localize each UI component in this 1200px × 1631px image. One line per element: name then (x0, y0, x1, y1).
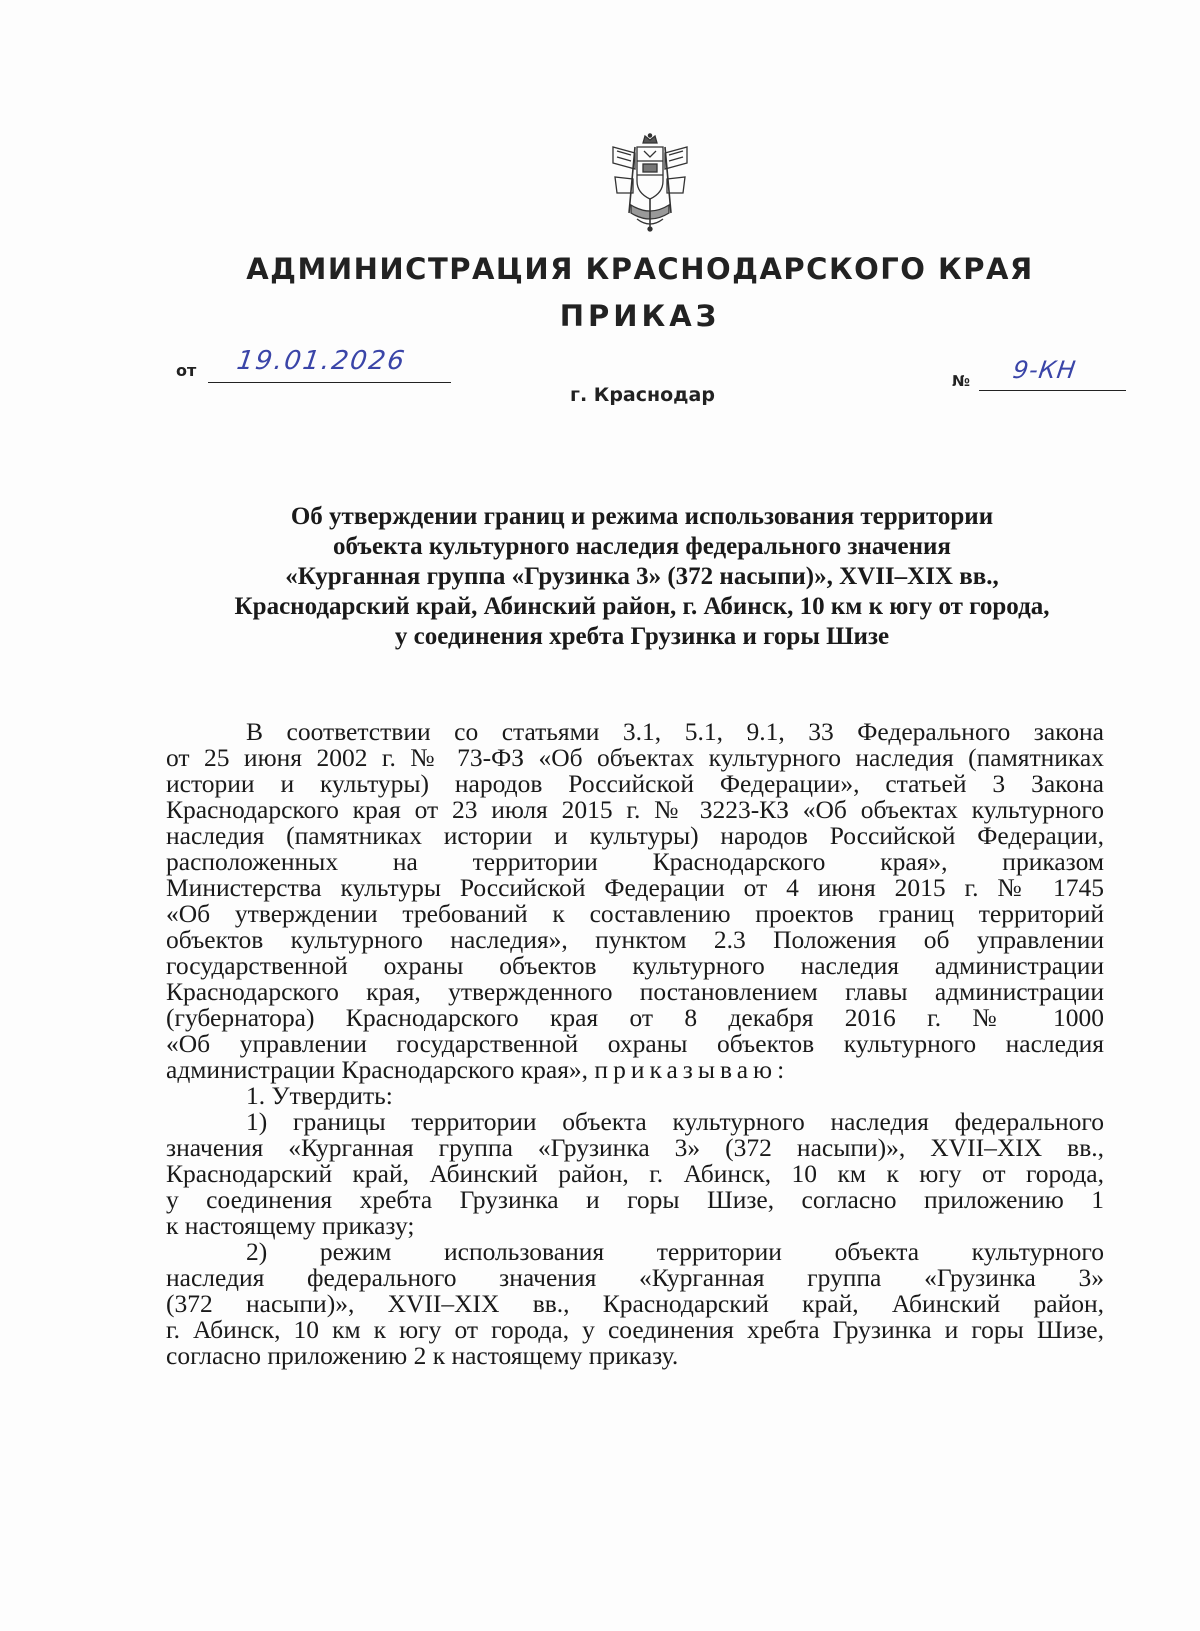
body-line: значения «Курганная группа «Грузинка 3» (372 насыпи)», XVII–XIX вв., (166, 1133, 1104, 1162)
body-line: расположенных на территории Краснодарского края», приказом (166, 847, 1104, 876)
order-body (166, 719, 1104, 1369)
body-line: 1) границы территории объекта культурного наследия федерального (246, 1107, 1104, 1136)
order-title (170, 502, 1114, 652)
order-title-line: у соединения хребта Грузинка и горы Шизе (394, 623, 890, 650)
number-handwritten-value: 9-КН (1011, 356, 1078, 384)
document-type-title: ПРИКАЗ (559, 299, 721, 333)
body-line-text: администрации Краснодарского края», (166, 1055, 589, 1084)
krasnodar-krai-coat-of-arms-icon (609, 133, 691, 233)
city-label: г. Краснодар (570, 384, 715, 406)
body-line: «Об утверждении требований к составлению проектов границ территорий (166, 899, 1104, 928)
body-line: Краснодарского края, утвержденного постановлением главы администрации (166, 977, 1104, 1006)
body-line: г. Абинск, 10 км к югу от города, у соединения хребта Грузинка и горы Шизе, (166, 1315, 1104, 1344)
order-title-line: объекта культурного наследия федерального значения (333, 533, 951, 560)
body-line: к настоящему приказу; (166, 1211, 415, 1240)
date-label: от (176, 361, 197, 380)
body-line: (372 насыпи)», XVII–XIX вв., Краснодарский край, Абинский район, (166, 1289, 1104, 1318)
body-line: объектов культурного наследия», пунктом 2.3 Положения об управлении (166, 925, 1104, 954)
body-line: Краснодарского края от 23 июля 2015 г. № 3223-КЗ «Об объектах культурного (166, 795, 1104, 824)
order-title-line: Краснодарский край, Абинский район, г. Абинск, 10 км к югу от города, (234, 593, 1050, 620)
item-1: 1. Утвердить: (246, 1081, 393, 1110)
date-handwritten-value: 19.01.2026 (234, 346, 408, 376)
body-line: государственной охраны объектов культурного наследия администрации (166, 951, 1104, 980)
administration-title: АДМИНИСТРАЦИЯ КРАСНОДАРСКОГО КРАЯ (246, 252, 1034, 286)
body-line: Министерства культуры Российской Федерации от 4 июня 2015 г. № 1745 (166, 873, 1104, 902)
body-line: Краснодарский край, Абинский район, г. Абинск, 10 км к югу от города, (166, 1159, 1104, 1188)
body-line: у соединения хребта Грузинка и горы Шизе, согласно приложению 1 (166, 1185, 1104, 1214)
body-line: согласно приложению 2 к настоящему приказу. (166, 1341, 679, 1370)
order-title-line: Об утверждении границ и режима использования территории (290, 503, 994, 530)
body-line: В соответствии со статьями 3.1, 5.1, 9.1, 33 Федерального закона (246, 717, 1104, 746)
body-line: «Об управлении государственной охраны объектов культурного наследия (166, 1029, 1104, 1058)
body-line: от 25 июня 2002 г. № 73-ФЗ «Об объектах культурного наследия (памятниках (166, 743, 1104, 772)
body-line: наследия (памятниках истории и культуры) народов Российской Федерации, (166, 821, 1104, 850)
body-line-with-order-word (166, 1057, 1104, 1083)
body-line: 2) режим использования территории объекта культурного (246, 1237, 1104, 1266)
order-title-line: «Курганная группа «Грузинка 3» (372 насыпи)», XVII–XIX вв., (285, 563, 999, 590)
body-line: наследия федерального значения «Курганная группа «Грузинка 3» (166, 1263, 1104, 1292)
body-line: (губернатора) Краснодарского края от 8 декабря 2016 г. № 1000 (166, 1003, 1104, 1032)
date-underline (208, 382, 451, 383)
number-label: № (952, 372, 971, 390)
order-word-spaced: приказываю: (594, 1055, 790, 1084)
body-line: истории и культуры) народов Российской Федерации», статьей 3 Закона (166, 769, 1104, 798)
